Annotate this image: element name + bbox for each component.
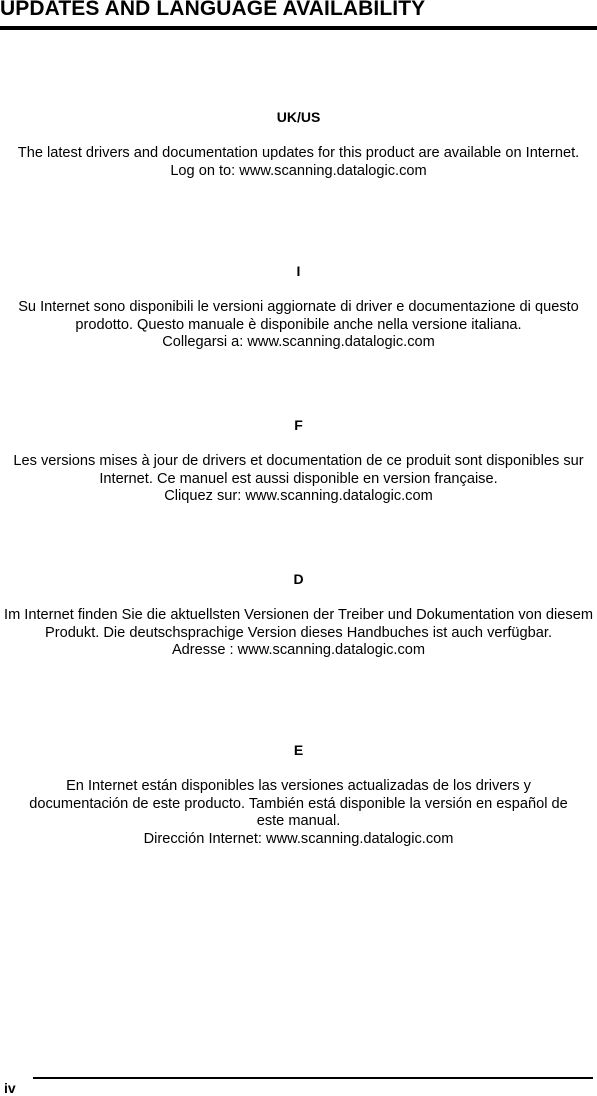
availability-text: Im Internet finden Sie die aktuellsten Versionen der Treiber und Dokumentation von diesem Produkt. Die deutschsprachige Version dieses Handbuches ist auch verfügbar. (4, 607, 593, 641)
availability-text: En Internet están disponibles las versiones actualizadas de los drivers y documentación de este producto. También está disponible la versión en español de este manual. (29, 778, 568, 829)
language-text (0, 299, 597, 352)
availability-text: Su Internet sono disponibili le versioni aggiornate di driver e documentazione di questo prodotto. Questo manuale è disponibile anche nella versione italiana. (18, 299, 579, 333)
availability-text: The latest drivers and documentation updates for this product are available on Internet. (17, 145, 580, 161)
language-text (0, 145, 597, 180)
section-french (0, 416, 597, 506)
language-text (0, 778, 597, 848)
section-spanish (0, 741, 597, 848)
section-german (0, 570, 597, 660)
footer-divider (33, 1077, 593, 1079)
language-text (0, 607, 597, 660)
section-italian (0, 262, 597, 352)
language-code: I (296, 263, 301, 279)
page-title: UPDATES AND LANGUAGE AVAILABILITY (0, 0, 426, 20)
website-text: Log on to: www.scanning.datalogic.com (170, 162, 427, 179)
website-text: Dirección Internet: www.scanning.datalogic.com (143, 830, 454, 847)
language-text (0, 453, 597, 506)
language-code: D (293, 571, 304, 587)
page-number: iv (4, 1080, 16, 1096)
availability-text: Les versions mises à jour de drivers et documentation de ce produit sont disponibles sur Internet. Ce manuel est aussi disponible en version française. (13, 453, 584, 487)
language-code: E (293, 742, 304, 758)
title-divider (0, 26, 597, 30)
website-text: Adresse : www.scanning.datalogic.com (171, 642, 426, 658)
website-text: Collegarsi a: www.scanning.datalogic.com (162, 334, 435, 350)
language-code: F (294, 417, 303, 433)
section-uk-us (0, 108, 597, 180)
language-code: UK/US (276, 109, 321, 125)
website-text: Cliquez sur: www.scanning.datalogic.com (164, 488, 433, 504)
